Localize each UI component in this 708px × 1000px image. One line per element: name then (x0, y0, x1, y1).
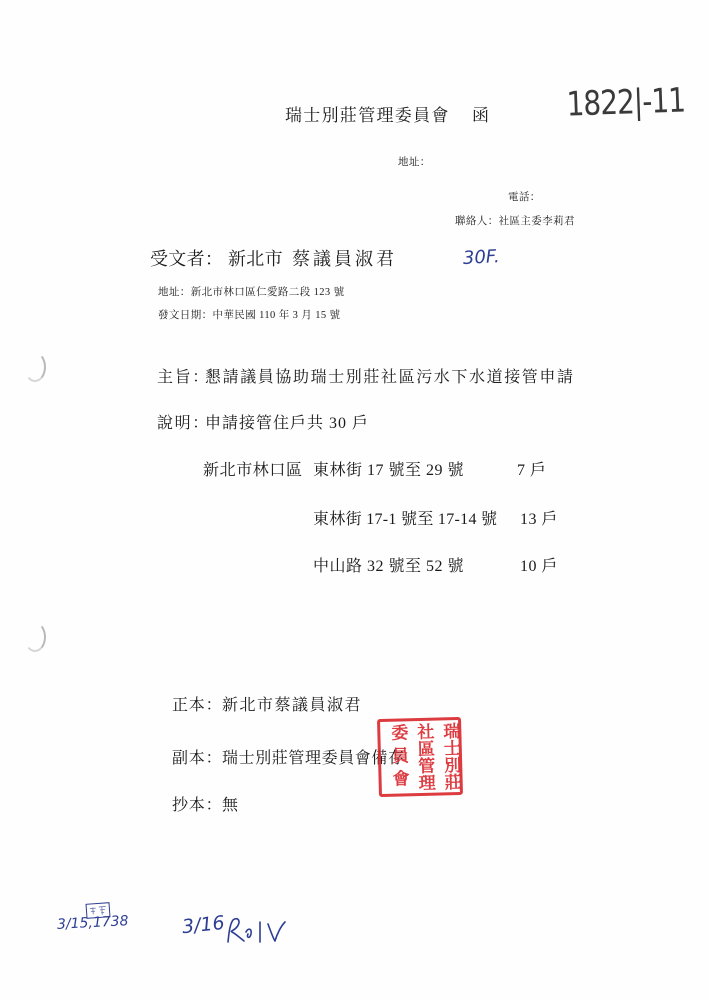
recipient-address (158, 288, 345, 299)
list-item: 中山路 32 號至 52 號 (313, 558, 465, 575)
original-recipient: 新北市蔡議員淑君 (222, 697, 363, 714)
recipient-city: 新北市 (228, 249, 283, 269)
household-count: 10 戶 (520, 558, 559, 575)
issue-date-value: 中華民國 110 年 3 月 15 號 (212, 310, 341, 321)
subject-label: 主旨： (157, 369, 210, 386)
handwritten-floor-note: 30F. (462, 246, 501, 269)
sender-contact (455, 217, 575, 228)
handwritten-serial-number: 1822|-11 (565, 80, 686, 124)
transcript-value: 無 (222, 797, 240, 814)
document-type: 函 (472, 106, 489, 125)
seal-column: 社區管理 (413, 722, 435, 792)
seal-column: 瑞士別莊 (439, 721, 461, 791)
punch-hole-top (24, 352, 46, 382)
seal-column: 委員會 (387, 722, 409, 793)
recipient-address-label: 地址： (158, 287, 191, 298)
copy-recipient-label: 副本： (172, 750, 223, 767)
recipient-address-value: 新北市林口區仁愛路二段 123 號 (190, 287, 345, 298)
handwritten-mark (224, 912, 290, 948)
handwritten-received-time: 3/15,1738 (56, 913, 129, 933)
letterhead-title: 瑞士別莊管理委員會 (285, 106, 450, 125)
list-item: 東林街 17 號至 29 號 (313, 462, 465, 479)
sender-contact-label: 聯絡人： (455, 216, 499, 227)
district-label: 新北市林口區 (203, 462, 303, 479)
sender-phone-label: 電話： (508, 192, 541, 203)
household-count: 13 戶 (520, 511, 559, 528)
description-label: 說明： (157, 415, 210, 432)
copy-recipient: 瑞士別莊管理委員會備存 (222, 750, 405, 767)
official-seal (377, 717, 463, 797)
transcript-label: 抄本： (172, 797, 223, 814)
issue-date-label: 發文日期： (158, 310, 213, 321)
household-count: 7 戶 (517, 462, 547, 479)
list-item: 東林街 17-1 號至 17-14 號 (313, 511, 498, 528)
issue-date (158, 311, 340, 322)
sender-contact-value: 社區主委李莉君 (498, 216, 575, 227)
recipient-label: 受文者： (150, 249, 224, 269)
recipient-name: 蔡議員淑君 (292, 249, 397, 269)
description-text: 申請接管住戶共 30 戶 (205, 415, 370, 432)
subject-text: 懇請議員協助瑞士別莊社區污水下水道接管申請 (205, 369, 575, 386)
punch-hole-bottom (24, 622, 46, 652)
original-recipient-label: 正本： (172, 697, 223, 714)
handwritten-processed-date: 3/16 (180, 911, 226, 939)
sender-address-label: 地址： (398, 157, 431, 168)
